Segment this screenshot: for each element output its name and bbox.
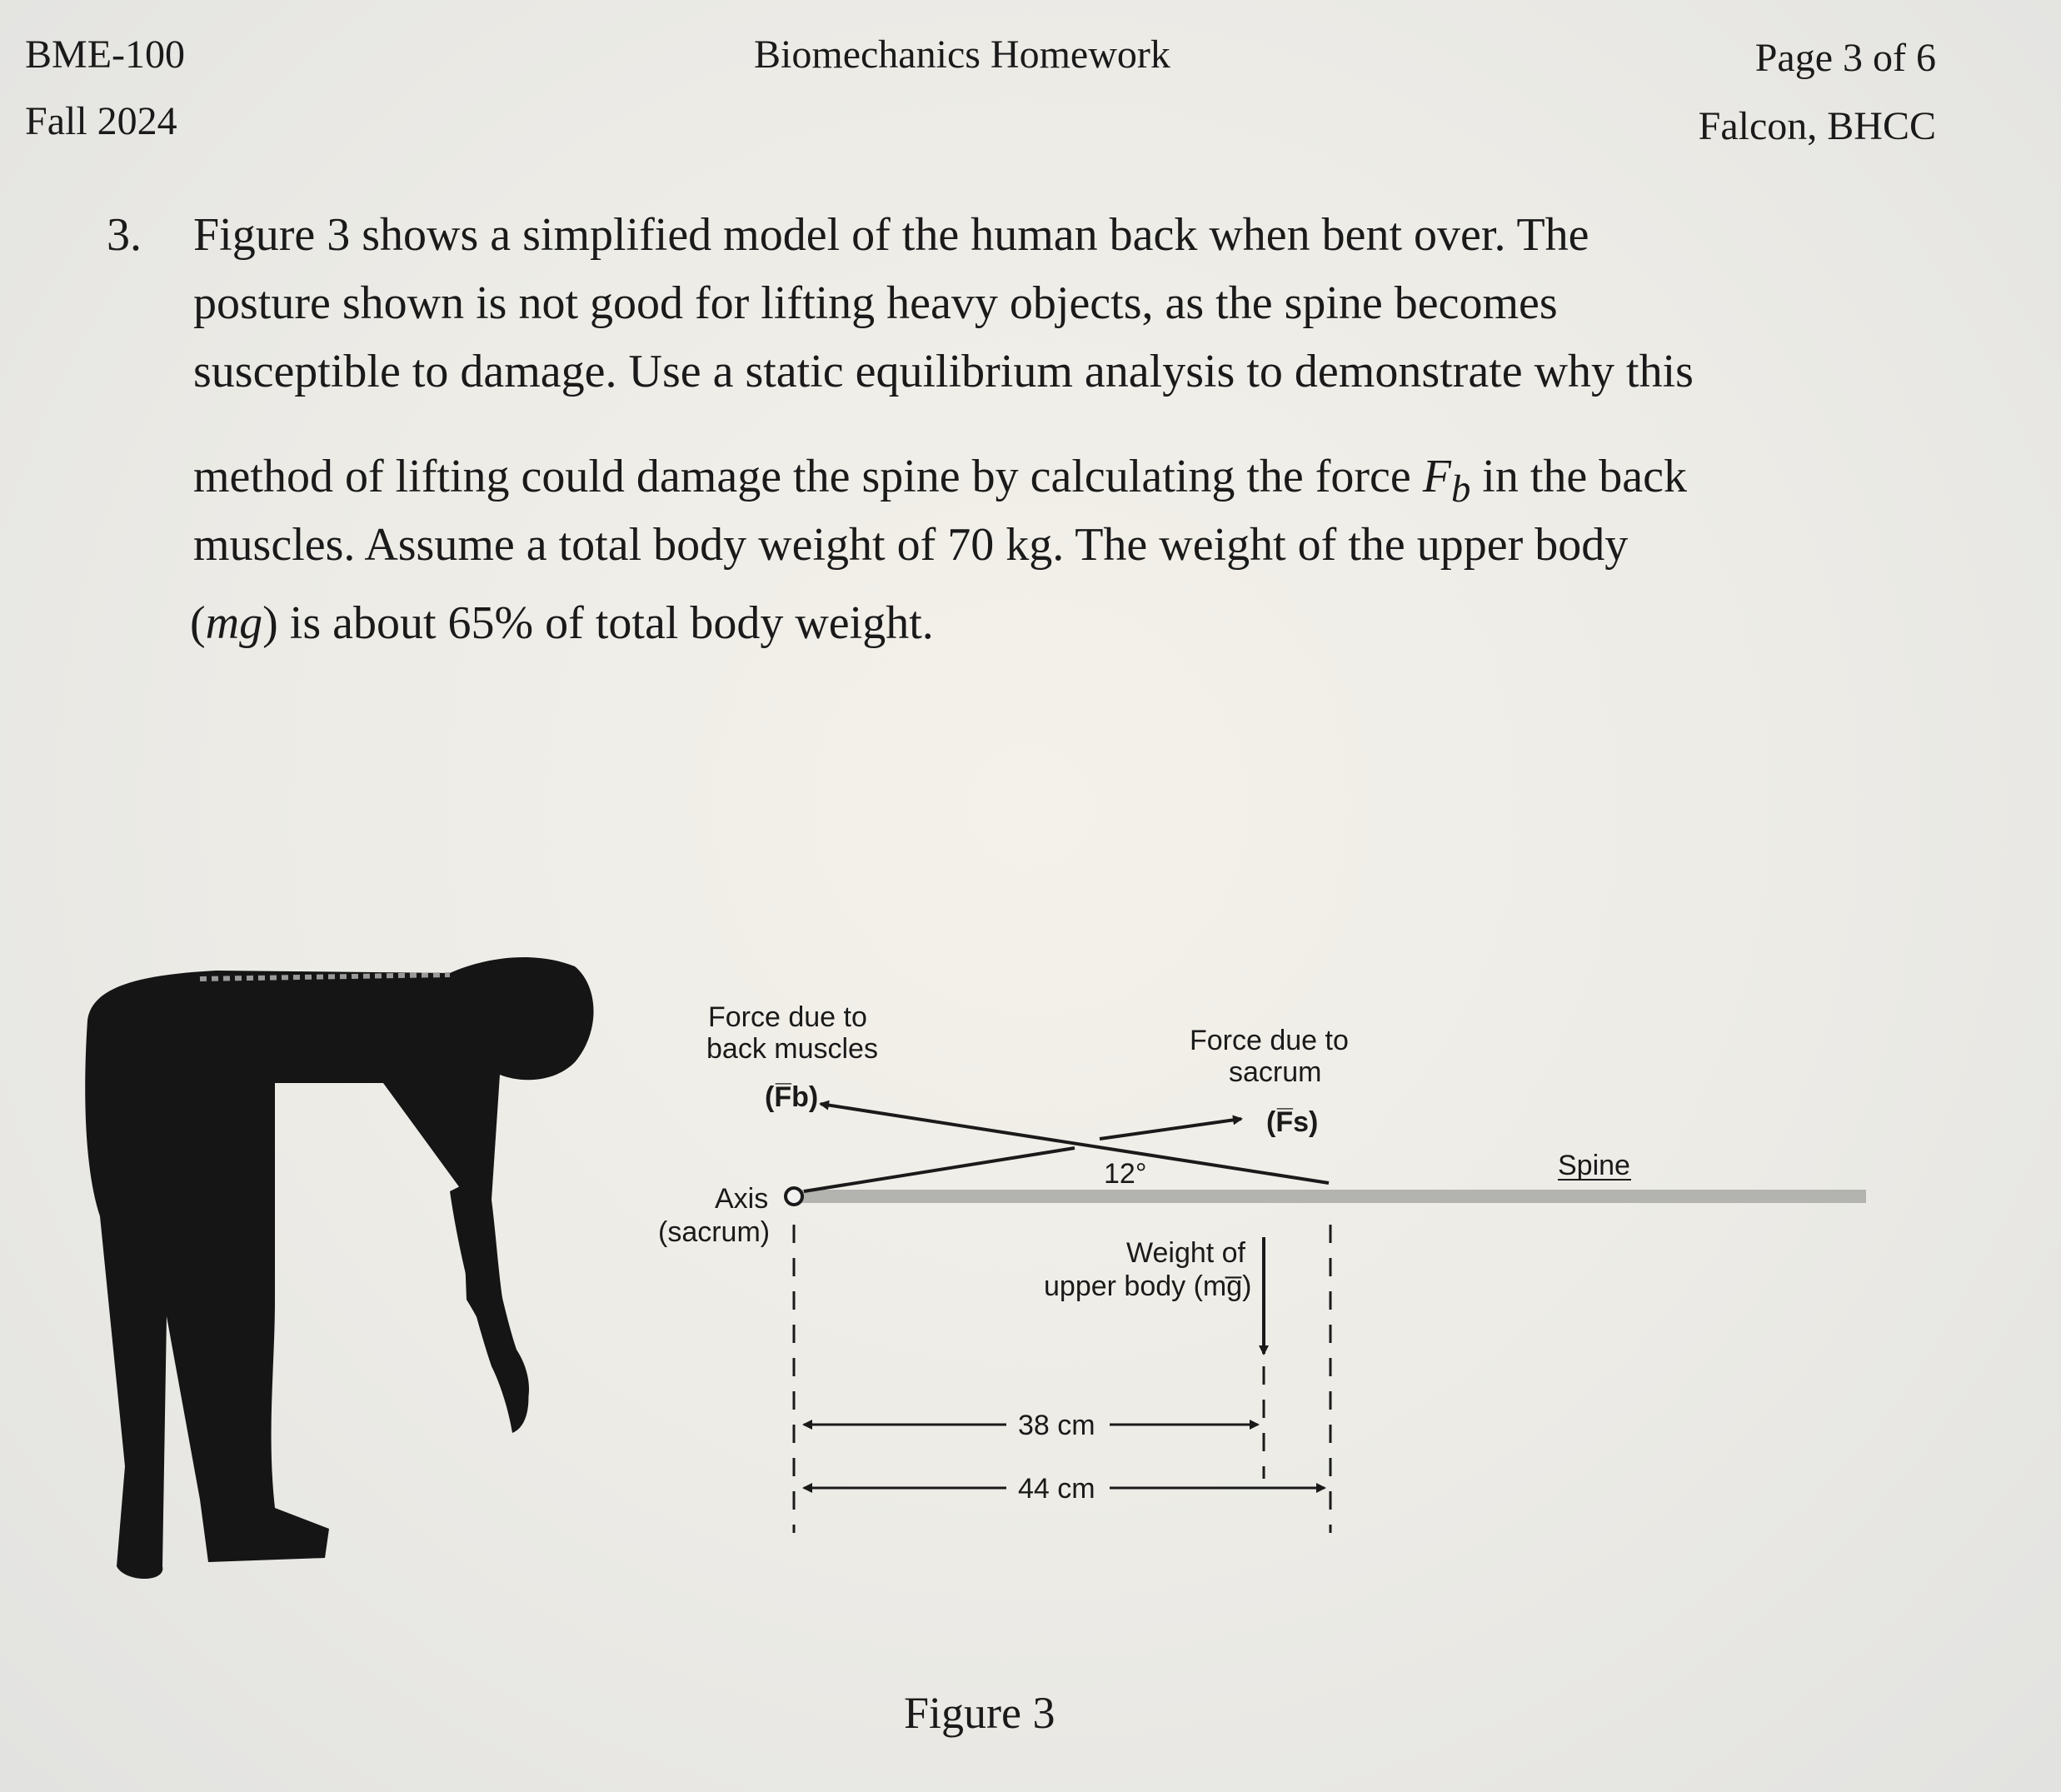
sacrum-label-1: Force due to: [1190, 1025, 1349, 1056]
question-line-3: susceptible to damage. Use a static equilibrium analysis to demonstrate why this: [193, 346, 1694, 397]
back-muscle-label-2: back muscles: [706, 1033, 878, 1065]
dim-38-label: 38 cm: [1018, 1410, 1095, 1441]
question-line-4-start: method of lifting could damage the spine by calculating the force: [193, 451, 1411, 502]
weight-label-2: upper body (mg̅): [1044, 1270, 1252, 1302]
person-torso: [85, 957, 593, 1579]
question-line-2: posture shown is not good for lifting heavy objects, as the spine becomes: [193, 277, 1558, 329]
weight-symbol: mg: [205, 597, 263, 649]
spine-bar: [796, 1190, 1866, 1203]
term: Fall 2024: [25, 99, 177, 143]
question-number: 3.: [107, 209, 142, 261]
question-line-5: muscles. Assume a total body weight of 70 kg. The weight of the upper body: [193, 519, 1629, 571]
dim-44-label: 44 cm: [1018, 1473, 1095, 1505]
question-line-6-end: ) is about 65% of total body weight.: [262, 597, 934, 649]
sacrum-symbol: (F̅s): [1266, 1106, 1319, 1138]
spine-label: Spine: [1558, 1150, 1630, 1181]
author: Falcon, BHCC: [1698, 104, 1936, 148]
course-code: BME-100: [25, 32, 185, 77]
axis-label-1: Axis: [715, 1183, 769, 1215]
axis-label-2: (sacrum): [658, 1216, 771, 1248]
sacrum-label-2: sacrum: [1229, 1056, 1322, 1088]
document-title: Biomechanics Homework: [754, 32, 1170, 77]
angle-label: 12°: [1104, 1158, 1147, 1190]
force-symbol: $F_b$: [1422, 451, 1471, 512]
person-silhouette: [85, 957, 593, 1579]
back-muscle-symbol: (F̅b): [765, 1081, 819, 1113]
sacrum-force-line-upper: [1100, 1119, 1241, 1139]
paren-open: (: [190, 597, 206, 649]
figure-caption: Figure 3: [904, 1688, 1055, 1738]
question-line-4-end: in the back: [1482, 451, 1687, 502]
page-number: Page 3 of 6: [1754, 36, 1936, 80]
weight-label-1: Weight of: [1126, 1237, 1246, 1269]
sacrum-force-line-lower: [804, 1148, 1075, 1191]
back-muscle-label-1: Force due to: [708, 1001, 867, 1033]
question-line-1: Figure 3 shows a simplified model of the human back when bent over. The: [193, 209, 1589, 261]
axis-pivot: [786, 1188, 802, 1205]
back-muscle-force-line: [821, 1104, 1329, 1183]
